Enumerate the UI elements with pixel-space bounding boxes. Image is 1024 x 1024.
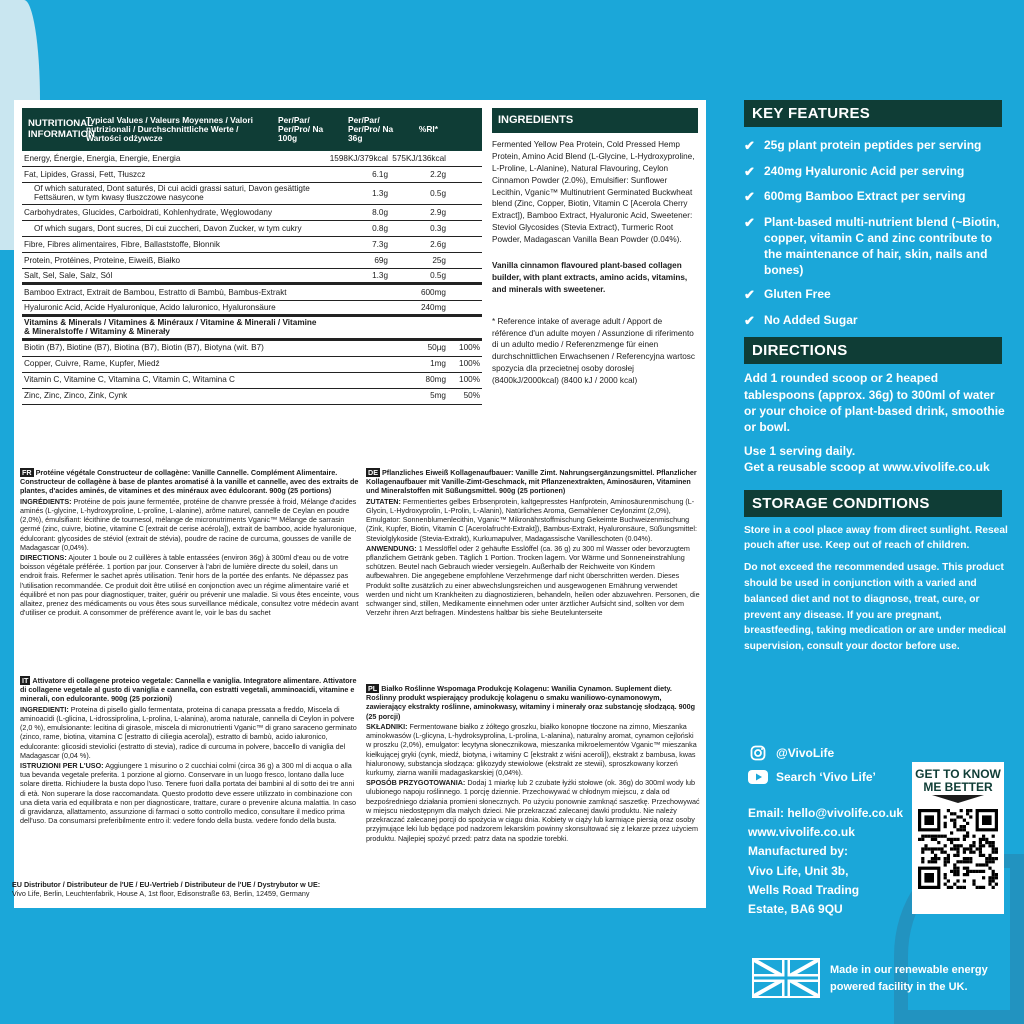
- value-per-36g: 5mg: [430, 391, 446, 401]
- value-per-100g: 6.1g: [372, 169, 388, 179]
- lang-ing-label: INGRÉDIENTS:: [20, 496, 72, 506]
- value-per-100g: 7.3g: [372, 239, 388, 249]
- nutrient-label: Energy, Énergie, Energia, Energie, Energia: [24, 153, 181, 163]
- value-per-36g: 575KJ/136kcal: [392, 153, 446, 163]
- lang-ing-label: SKŁADNIKI:: [366, 721, 408, 731]
- nutrient-label: Bamboo Extract, Extrait de Bambou, Estratto di Bambù, Bambus-Extrakt: [24, 287, 287, 297]
- lang-ing: Protéine de pois jaune fermentée, protéine de chanvre pressée à froid, Mélange d'acides aminés (L-glycine, L-hydroxyproline, L-proline, L-alanine), arôme naturel, cannelle de Ceylan en poudre (2,0%), émulsifiant: lécithine de tournesol, mélange de micronutriments Vganic™ Mélange de sarrasin germé (zinc, cuivre, biotine, vitamine C [extrait de cerise acérola]), extrait de bamboo, acide hyaluronique, édulcorant: glycosides de stéviol (extrait de stévia), poudre de racine de curcuma, gousses de vanille de Madagascar (0,04%).: [20, 496, 357, 552]
- nutrition-rows: [22, 151, 482, 405]
- nutrient-label: Salt, Sel, Sale, Salz, Sól: [24, 270, 113, 280]
- feature-text: Plant-based multi-nutrient blend (~Biotin, copper, vitamin C and zinc contribute to the maintenance of hair, skin, nails and bones): [764, 214, 1000, 278]
- storage-text: [744, 523, 1010, 656]
- value-per-36g: 0.5g: [430, 270, 446, 280]
- instagram-icon: [748, 745, 768, 761]
- lang-dir: 1 Messlöffel oder 2 gehäufte Esslöffel (ca. 36 g) zu 300 ml Wasser oder bevorzugtem pflanzlichem Getränk geben. Täglich 1 Portion. Trocken lagern. Vor Wärme und Sonneneinstrahlung schützen. Beutel nach Gebrauch wieder versiegeln. Außerhalb der Reichweite von Kindern aufbewahren. Die angegebene empfohlene Verzehrmenge darf nicht überschritten werden. Dieses Produkt sollte zusätzlich zu einer abwechslungsreichen und ausgewogenen Ernährung verwendet werden und nicht um Krankheiten zu diagnostizieren, behandeln, heilen oder abzuwehren. Personen, die schwanger sind, stillen, Medikamente einnehmen oder unter ärztlicher Aufsicht sind, sollten vor dem Verzehr ihren Arzt befragen. Mindestens haltbar bis siehe Beutelunterseite: [366, 543, 700, 618]
- nutrient-label: Biotin (B7), Biotine (B7), Biotina (B7), Biotin (B7), Biotyna (wit. B7): [24, 343, 264, 353]
- value-per-36g: 0.3g: [430, 223, 446, 233]
- nutrition-table: [22, 108, 482, 405]
- value-ri: 50%: [463, 391, 480, 401]
- nutrient-label: Fat, Lipides, Grassi, Fett, Tłuszcz: [24, 169, 146, 179]
- lang-ing-label: ZUTATEN:: [366, 496, 401, 506]
- nutrient-label: Vitamins & Minerals / Vitamines & Minéraux / Vitamine & Minerali / Vitamine & Mineralstoffe / Witaminy & Minerały: [24, 317, 317, 337]
- value-per-100g: 1.3g: [372, 188, 388, 198]
- lang-ing-label: INGREDIENTI:: [20, 704, 69, 714]
- value-per-36g: 600mg: [420, 287, 446, 297]
- lang-title: Attivatore di collagene proteico vegetale: Cannella e vaniglia. Integratore alimentare. Attivatore di collagene vegetale al gusto di vaniglia e cannella, con estratti vegetali, amminoacidi, vitamine e minerali, con edulcorante. 900g (25 porzioni): [20, 676, 357, 704]
- value-per-100g: 8.0g: [372, 207, 388, 217]
- value-per-36g: 1mg: [430, 359, 446, 369]
- storage-p2: Do not exceed the recommended usage. This product should be used in conjunction with a varied and balanced diet and not to diagnose, treat, cure, or prevent any disease. If you are pregnant, breastfeeding, taking medication or are under medical supervision, consult your doctor before use.: [744, 562, 1007, 653]
- qr-card: [912, 762, 1004, 914]
- ingredients-box: [492, 108, 698, 395]
- feature-item: [744, 188, 1010, 206]
- nutrition-row: [22, 167, 482, 183]
- feature-text: Gluten Free: [764, 287, 831, 302]
- directions-p2: Use 1 serving daily.: [744, 444, 856, 459]
- youtube-search: Search ‘Vivo Life’: [776, 770, 876, 784]
- lang-fr: [20, 468, 360, 619]
- lang-dir: Dodaj 1 miarkę lub 2 czubate łyżki stołowe (ok. 36g) do 300ml wody lub ulubionego napoju roślinnego. 1 porcję dziennie. Przechowywać w chłodnym miejscu, z dala od bezpośredniego działania promieni słonecznych. Po użyciu ponownie zamknąć saszetkę. Przechowywać w miejscu niedostępnym dla małych dzieci. Nie przekraczać zalecanej dawki produktu. Nie należy przekraczać zalecanej porcji do spożycia w ciągu dnia. Kobiety w ciąży lub karmiące piersią oraz osoby przyjmujące leki lub będące pod nadzorem lekarskim powinny skonsultować się z lekarze przez użyciem produktu. Najlepiej spożyć przed: patrz data na spodzie torebki.: [366, 778, 700, 843]
- directions-p1: Add 1 rounded scoop or 2 heaped tablespoons (approx. 36g) to 300ml of water or your choice of plant-based drink, smoothie or bowl.: [744, 371, 1005, 435]
- nutrient-label: Fibre, Fibres alimentaires, Fibre, Ballaststoffe, Błonnik: [24, 239, 220, 249]
- value-per-100g: 0.8g: [372, 223, 388, 233]
- qr-code[interactable]: [918, 809, 998, 889]
- key-features-list: [744, 137, 1010, 329]
- lang-it: [20, 676, 360, 827]
- nutrition-row: [22, 389, 482, 405]
- youtube-icon: [748, 769, 768, 785]
- ingredients-text: Fermented Yellow Pea Protein, Cold Pressed Hemp Protein, Amino Acid Blend (L-Glycine, L-Hydroxyproline, L-Proline, L-Alanine), Natural Flavouring, Ceylon Cinnamon Powder (2.0%), Emulsifier: Sunflower Lecithin, Vganic™ Multinutrient Germinated Buckwheat blend (Zinc, Copper, Biotin, Vitamin C [Acerola Cherry Extract]), Bamboo Extract, Hyaluronic Acid, Sweetener: Steviol Glycosides (Stevia Extract), Turmeric Root Powder, Madagascan Vanilla Bean Powder (0.04%).: [492, 140, 695, 245]
- nutrient-label: Copper, Cuivre, Rame, Kupfer, Miedź: [24, 359, 160, 369]
- nutrient-label: Vitamin C, Vitamine C, Vitamina C, Vitamin C, Witamina C: [24, 375, 235, 385]
- check-icon: ✔: [744, 163, 755, 179]
- directions-p3: Get a reusable scoop at www.vivolife.co.uk: [744, 460, 990, 475]
- nutrition-row: [22, 237, 482, 253]
- lang-pl: [366, 684, 700, 844]
- nutrition-row: [22, 205, 482, 221]
- col-per-100g: Per/Par/ Per/Pro/ Na 100g: [278, 114, 324, 144]
- lang-dir-label: ANWENDUNG:: [366, 543, 417, 553]
- col-per-36g: Per/Par/ Per/Pro/ Na 36g: [348, 114, 394, 144]
- made-in-uk: Made in our renewable energy powered facility in the UK.: [830, 964, 988, 993]
- product-description: Vanilla cinnamon flavoured plant-based collagen builder, with plant extracts, amino acids, vitamins, and minerals with sweetener.: [492, 261, 688, 294]
- value-per-36g: 25g: [432, 255, 446, 265]
- lang-title: Białko Roślinne Wspomaga Produkcję Kolagenu: Wanilia Cynamon. Suplement diety. Roślinny produkt wspierający produkcję kolagenu o smaku waniliowo-cynamonowym, zawierający ekstrakty roślinne, aminokwasy, witaminy i minerały oraz substancję słodzącą. 900g (25 porcji): [366, 684, 696, 721]
- storage-heading: STORAGE CONDITIONS: [744, 490, 1002, 517]
- qr-title: GET TO KNOW ME BETTER: [915, 767, 1001, 794]
- feature-text: 25g plant protein peptides per serving: [764, 138, 982, 152]
- value-per-36g: 50µg: [427, 343, 446, 353]
- lang-title: Pflanzliches Eiweiß Kollagenaufbauer: Vanille Zimt. Nahrungsergänzungsmittel. Pflanzlicher Kollagenaufbauer mit Vanille-Zimt-Geschmack, mit Pflanzenextrakten, Aminosäuren, Vitaminen und Mineralstoffen mit Süßungsmittel. 900g (25 portionen): [366, 468, 697, 496]
- nutrient-label: Hyaluronic Acid, Acide Hyaluronique, Acido Ialuronico, Hyaluronsäure: [24, 302, 276, 312]
- nutrient-label: Carbohydrates, Glucides, Carboidrati, Kohlenhydrate, Węglowodany: [24, 207, 273, 217]
- nutrition-row: [22, 285, 482, 301]
- key-features-heading: KEY FEATURES: [744, 100, 1002, 127]
- lang-ing: Fermentowane białko z żółtego groszku, białko konopne tłoczone na zimno, Mieszanka aminokwasów (L-glicyna, L-hydroksyprolina, L-prolina, L-alanina), naturalny aromat, cynamon cejloński w proszku (2,0%), emulgator: lecytyna słonecznikowa, mieszanka mikroelementów Vganic™ mieszanka kiełkującej gryki (cynk, miedź, biotyna, i witaminy C [ekstrakt z wiśni aceroli]), ekstrakt z bambusa, kwas hialuronowy, substancja słodząca: glikozydy stewiolowe (ekstrakt ze stewii), sproszkowany korzeń kurkumy, ziarna wanilii madagaskarskiej (0,04%).: [366, 721, 697, 777]
- value-ri: 100%: [459, 343, 480, 353]
- label-panel: [14, 100, 706, 908]
- nutrition-row: [22, 183, 482, 205]
- nutrient-label: Zinc, Zinc, Zinco, Zink, Cynk: [24, 391, 128, 401]
- lang-title: Protéine végétale Constructeur de collagène: Vanille Cannelle. Complément Alimentaire. Constructeur de collagène à base de plantes aromatisé à la vanille et cannelle, avec des extraits de plantes, d'acides aminés, de vitamines et des minéraux avec édulcorant. 900g (25 portions): [20, 468, 359, 496]
- value-ri: 100%: [459, 375, 480, 385]
- lang-tag: IT: [22, 676, 29, 685]
- nutrition-header: [22, 108, 482, 151]
- lang-tag: PL: [368, 684, 378, 693]
- col-ri: %RI*: [418, 123, 438, 134]
- nutrition-row: [22, 341, 482, 357]
- instagram-handle: @VivoLife: [776, 746, 835, 760]
- value-ri: 100%: [459, 359, 480, 369]
- check-icon: ✔: [744, 189, 755, 205]
- lang-tag: FR: [22, 468, 32, 477]
- value-per-100g: 1598KJ/379kcal: [329, 153, 388, 163]
- check-icon: ✔: [744, 287, 755, 303]
- lang-dir: Aggiungere 1 misurino o 2 cucchiai colmi (circa 36 g) a 300 ml di acqua o alla tua bevanda vegetale preferita. 1 porzione al giorno. Conservare in un luogo fresco, lontano dalla luce solare diretta. Richiudere la busta dopo l'uso. Tenere fuori dalla portata dei bambini al di sotto dei tre anni di età. Non superare la dose raccomandata. Questo prodotto deve essere utilizzato in combinazione con una dieta varia ed equilibrata e non per diagnosticare, trattare, curare o prevenire alcuna malattia. In caso di gravidanza, allattamento, assunzione di farmaci o sotto controllo medico, consultare il medico prima dell'uso. Da consumarsi preferibilmente entro il: vedere fondo della busta. vedere fondo della busta.: [20, 760, 357, 826]
- check-icon: ✔: [744, 138, 755, 153]
- value-per-36g: 0.5g: [430, 188, 446, 198]
- value-per-100g: 69g: [374, 255, 388, 265]
- value-per-36g: 2.2g: [430, 169, 446, 179]
- feature-item: [744, 214, 1010, 279]
- contact-email[interactable]: Email: hello@vivolife.co.uk: [748, 806, 904, 820]
- value-per-36g: 2.9g: [430, 207, 446, 217]
- manufacturer-line2: Wells Road Trading: [748, 882, 860, 897]
- nutrient-label: Protein, Protéines, Proteine, Eiweiß, Białko: [24, 255, 181, 265]
- value-per-36g: 80mg: [425, 375, 446, 385]
- feature-text: 600mg Bamboo Extract per serving: [764, 189, 966, 204]
- distributor-label: EU Distributor / Distributeur de l'UE / EU-Vertrieb / Distributeur de l'UE / Dystrybutor w UE:: [12, 880, 321, 889]
- lang-tag: DE: [368, 468, 378, 477]
- directions-text: [744, 370, 1010, 475]
- eu-distributor: [12, 880, 392, 899]
- manufacturer-line3: Estate, BA6 9QU: [748, 901, 843, 916]
- manufacturer-label: Manufactured by:: [748, 844, 849, 859]
- nutrition-row: [22, 357, 482, 373]
- instagram-link[interactable]: [748, 745, 876, 761]
- feature-item: [744, 137, 1010, 155]
- nutrient-label: Of which saturated, Dont saturés, Di cui acidi grassi saturi, Davon gesättigte Fettsäuren, w tym kwasy tłuszczowe nasycone: [34, 184, 310, 203]
- lang-dir-label: SPOSÓB PRZYGOTOWANIA:: [366, 778, 466, 788]
- check-icon: ✔: [744, 214, 755, 230]
- arrow-down-icon: [932, 795, 984, 803]
- storage-p1: Store in a cool place away from direct sunlight. Reseal pouch after use. Keep out of reach of children.: [744, 524, 1008, 552]
- distributor-address: Vivo Life, Berlin, Leuchtenfabrik, House A, 1st floor, Edisonstraße 63, Berlin, 12459, Germany: [12, 889, 310, 899]
- manufacturer-line1: Vivo Life, Unit 3b,: [748, 863, 849, 878]
- feature-text: 240mg Hyaluronic Acid per serving: [764, 163, 965, 178]
- nutrition-row: [22, 221, 482, 237]
- lang-dir-label: DIRECTIONS:: [20, 552, 67, 562]
- nutrient-label: Of which sugars, Dont sucres, Di cui zuccheri, Davon Zucker, w tym cukry: [34, 223, 302, 233]
- youtube-link[interactable]: [748, 769, 876, 785]
- contact-website[interactable]: www.vivolife.co.uk: [748, 825, 855, 840]
- nutrition-row: [22, 253, 482, 269]
- lang-dir-label: ISTRUZIONI PER L'USO:: [20, 760, 104, 770]
- feature-item: [744, 286, 1010, 304]
- right-column: [744, 100, 1010, 655]
- nutrition-row: [22, 373, 482, 389]
- contact-info: [748, 804, 908, 919]
- feature-text: No Added Sugar: [764, 312, 858, 327]
- value-per-36g: 2.6g: [430, 239, 446, 249]
- value-per-36g: 240mg: [420, 302, 446, 312]
- check-icon: ✔: [744, 312, 755, 328]
- social-links: [748, 745, 876, 793]
- lang-dir: Ajouter 1 boule ou 2 cuillères à table entassées (environ 36g) à 300ml d'eau ou de votre boisson végétale préférée. 1 portion par jour. Conserver à l'abri de lumière directe du soleil, dans un endroit frais. Refermer le sachet après utilisation. Tenir hors de la portée des enfants. Ne dépassez pas l'utilisation recommandée. Ce produit doit être utilisé en conjonction avec un régime alimentaire varié et équilibré et non pas pour diagnostiquer, traiter, guérir ou prévenir une maladie. Si vous êtes enceinte, vous allaitez, prenez des médicaments ou vous êtes sous surveillance médicale, consultez votre médecin avant d'utiliser ce produit. A consommer de préférence avant le, voir le bas du sachet: [20, 552, 359, 618]
- lang-de: [366, 468, 700, 619]
- col-typical: Typical Values / Valeurs Moyennes / Valori nutrizionali / Durchschnittliche Werte / Wartości odżywcze: [86, 114, 253, 144]
- lang-ing: Proteina di pisello giallo fermentata, proteina di canapa pressata a freddo, Miscela di aminoacidi (L-glicina, L-idrossiprolina, L-prolina, L-alanina), aroma naturale, cannella di Ceylon in polvere (2,0 %), emulsionante: lecitina di girasole, miscela di micronutrienti Vganic™ di grano saraceno germinato (zinco, rame, biotina, vitamina C [estratto di ciliegia acerola]), estratto di bambù, acido ialuronico, edulcorante: glicosidi steviolici (estratto di stevia), radice di curcuma in polvere, baccello di vaniglia del Madagascar (0,04 %).: [20, 704, 357, 760]
- reference-intake: * Reference intake of average adult / Apport de référence d'un adulte moyen / Assunzione di riferimento di un adulto medio / Referenzmenge für einen durchschnittlichen Erwachsenen / Referencyjna wartosc spozycia dla przecietnej osoby dorosłej (8400kJ/2000kcal) (8400 kJ / 2000 kcal): [492, 316, 695, 386]
- feature-item: [744, 312, 1010, 330]
- nutrition-heading: NUTRITIONAL INFORMATION: [28, 117, 95, 140]
- uk-flag-icon: [752, 958, 820, 998]
- value-per-100g: 1.3g: [372, 270, 388, 280]
- nutrition-row: [22, 317, 482, 341]
- feature-item: [744, 163, 1010, 181]
- nutrition-row: [22, 269, 482, 285]
- directions-heading: DIRECTIONS: [744, 337, 1002, 364]
- lang-ing: Fermentiertes gelbes Erbsenprotein, kaltgepresstes Hanfprotein, Aminosäurenmischung (L-Glycin, L-Hydroxyprolin, L-Prolin, L-Alanin), Natürliches Aroma, Gemahlener Ceylonzimt (2,0%), Emulgator: Sonnenblumenlecithin, Vganic™ Mikronährstoffmischung Gekeimte Buchweizenmischung (Zink, Kupfer, Biotin, Vitamin C [Acerolafrucht-Extrakt]), Bambus-Extrakt, Hyaluronsäure, Süßungsmittel: Steviolglykoside (Stevia-Extrakt), Kurkumapulver, Madagassische Vanilleschoten (0.04%).: [366, 496, 698, 543]
- ingredients-heading: INGREDIENTS: [492, 108, 698, 133]
- nutrition-row: [22, 151, 482, 167]
- nutrition-row: [22, 301, 482, 317]
